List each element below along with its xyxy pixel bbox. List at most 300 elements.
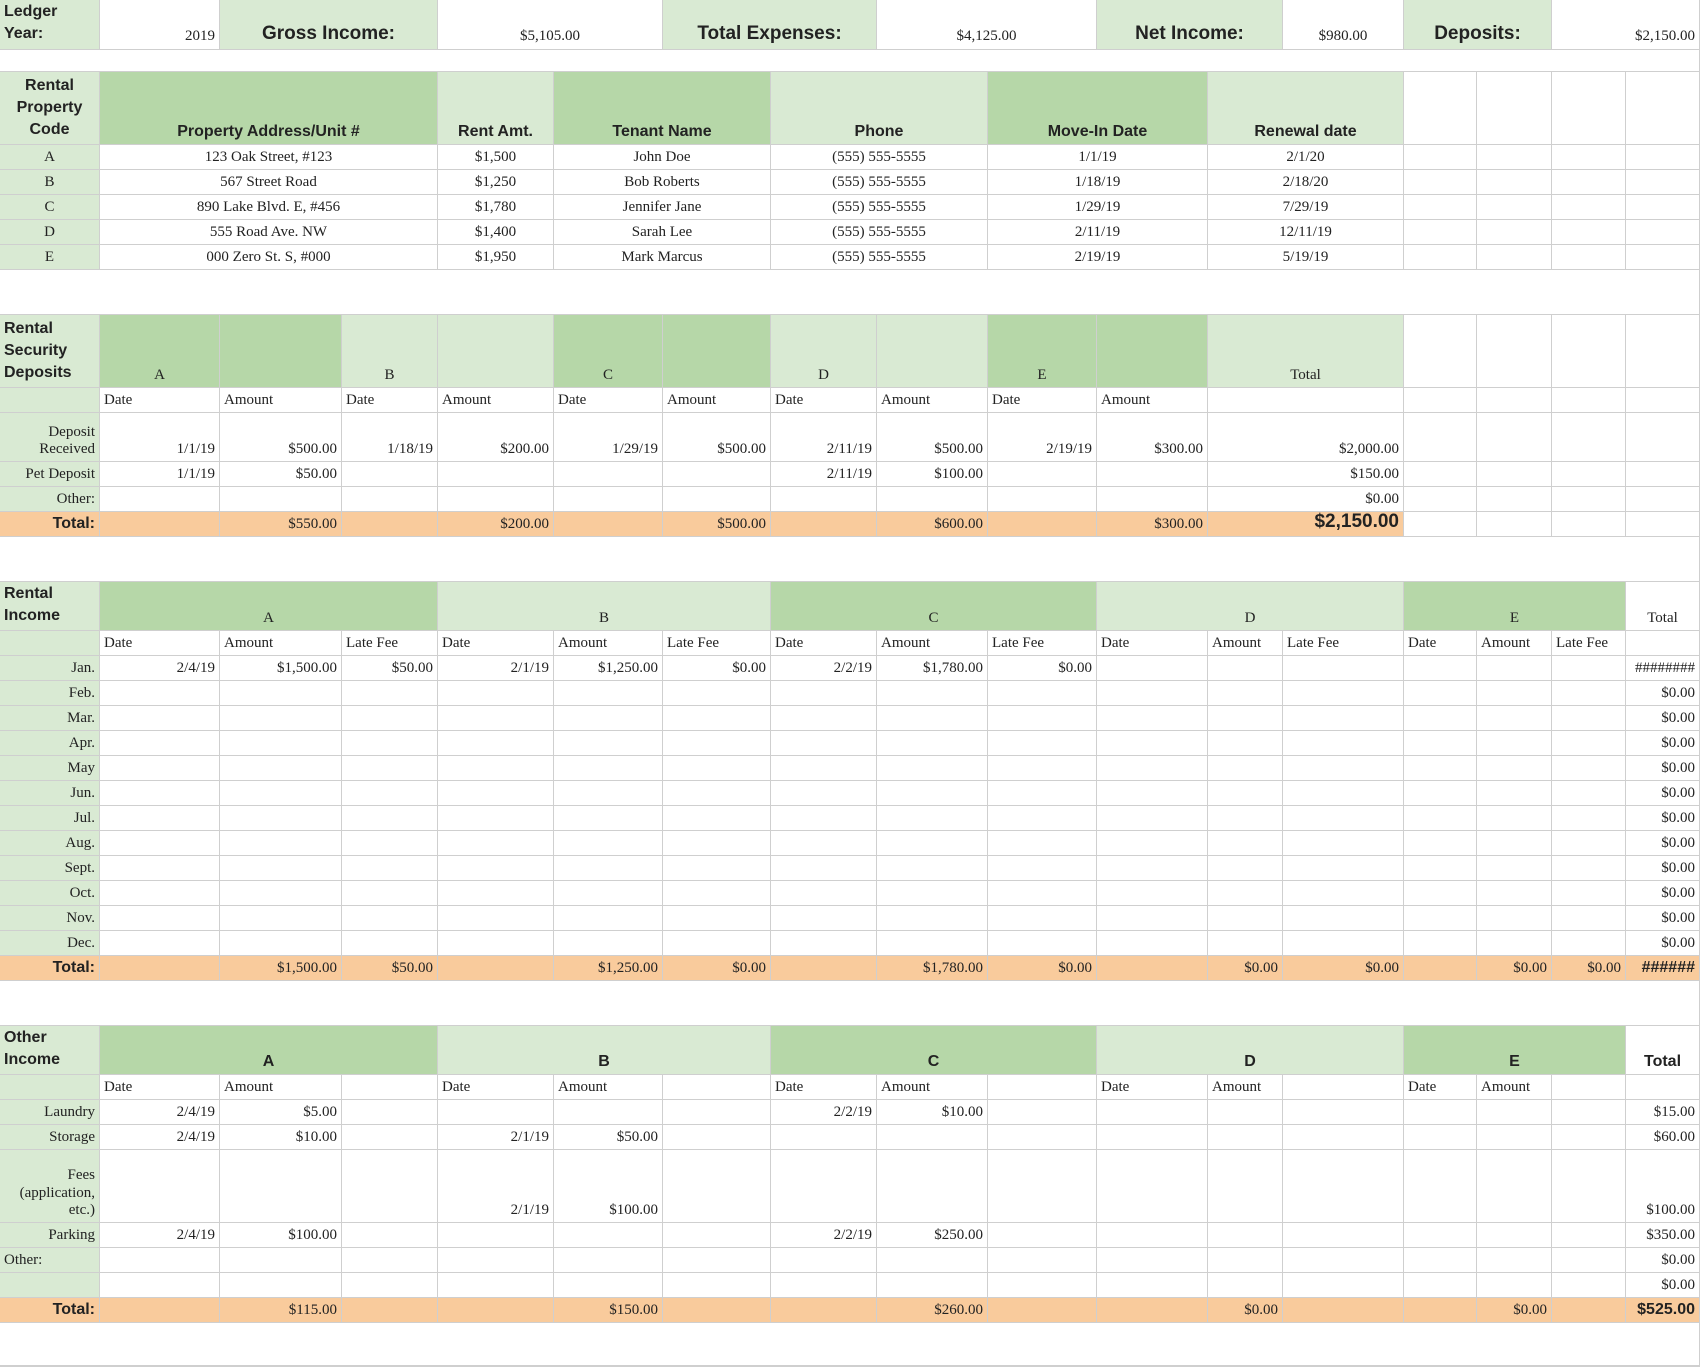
property-code[interactable]: A [0, 145, 100, 170]
income-value[interactable] [554, 831, 663, 856]
deposit-value[interactable]: 2/11/19 [771, 413, 877, 462]
other-value[interactable] [220, 1150, 342, 1223]
other-value[interactable] [1097, 1150, 1208, 1223]
income-value[interactable] [1477, 731, 1552, 756]
income-month-total[interactable]: $0.00 [1626, 756, 1700, 781]
income-value[interactable] [554, 756, 663, 781]
other-value[interactable] [1404, 1248, 1477, 1273]
deposit-value[interactable]: $500.00 [877, 413, 988, 462]
income-group-header[interactable]: C [771, 582, 1097, 631]
income-value[interactable]: $0.00 [663, 656, 771, 681]
property-header[interactable]: Rent Amt. [438, 72, 554, 145]
income-group-header[interactable]: A [100, 582, 438, 631]
income-value[interactable] [1208, 656, 1283, 681]
rental-income-title[interactable]: Rental Income [0, 582, 100, 631]
income-value[interactable] [771, 806, 877, 831]
income-value[interactable] [100, 831, 220, 856]
income-value[interactable] [220, 731, 342, 756]
property-code[interactable]: B [0, 170, 100, 195]
income-month-total[interactable]: $0.00 [1626, 906, 1700, 931]
income-value[interactable] [1097, 781, 1208, 806]
property-address[interactable]: 000 Zero St. S, #000 [100, 245, 438, 270]
other-group-header[interactable]: C [771, 1026, 1097, 1075]
income-value[interactable] [771, 856, 877, 881]
income-month-total[interactable]: ######## [1626, 656, 1700, 681]
deposit-value[interactable]: 2/11/19 [771, 462, 877, 487]
income-value[interactable] [1404, 831, 1477, 856]
other-value[interactable] [554, 1248, 663, 1273]
empty-cell[interactable] [1552, 487, 1626, 512]
income-month-label[interactable]: Jul. [0, 806, 100, 831]
income-value[interactable] [663, 806, 771, 831]
gross-income-label[interactable]: Gross Income: [220, 0, 438, 50]
rent-amount[interactable]: $1,780 [438, 195, 554, 220]
income-value[interactable] [1097, 856, 1208, 881]
other-row-total[interactable]: $60.00 [1626, 1125, 1700, 1150]
other-value[interactable] [1208, 1223, 1283, 1248]
other-value[interactable]: 2/4/19 [100, 1125, 220, 1150]
empty-cell[interactable] [1626, 195, 1700, 220]
income-value[interactable] [554, 731, 663, 756]
empty-cell[interactable] [1404, 195, 1477, 220]
deposit-group-header[interactable]: C [554, 315, 663, 388]
other-total-value[interactable] [1283, 1298, 1404, 1323]
other-total-value[interactable] [100, 1298, 220, 1323]
other-value[interactable] [1097, 1100, 1208, 1125]
income-value[interactable] [771, 731, 877, 756]
property-address[interactable]: 123 Oak Street, #123 [100, 145, 438, 170]
deposit-value[interactable]: $100.00 [877, 462, 988, 487]
rent-amount[interactable]: $1,500 [438, 145, 554, 170]
deposit-value[interactable]: $50.00 [220, 462, 342, 487]
income-value[interactable] [1208, 931, 1283, 956]
income-value[interactable] [663, 856, 771, 881]
income-subheader[interactable]: Date [438, 631, 554, 656]
income-value[interactable] [877, 831, 988, 856]
income-value[interactable] [1097, 931, 1208, 956]
other-subheader[interactable]: Date [100, 1075, 220, 1100]
deposit-total-value[interactable] [342, 512, 438, 537]
tenant-name[interactable]: Sarah Lee [554, 220, 771, 245]
empty-cell[interactable] [1626, 1075, 1700, 1100]
deposit-value[interactable]: 1/1/19 [100, 413, 220, 462]
other-group-header[interactable]: E [1404, 1026, 1626, 1075]
income-value[interactable] [342, 906, 438, 931]
other-total-value[interactable] [988, 1298, 1097, 1323]
deposit-value[interactable] [220, 487, 342, 512]
other-value[interactable] [1208, 1150, 1283, 1223]
tenant-phone[interactable]: (555) 555-5555 [771, 220, 988, 245]
other-value[interactable] [988, 1125, 1097, 1150]
empty-cell[interactable] [1552, 245, 1626, 270]
deposit-subheader[interactable]: Date [771, 388, 877, 413]
tenant-name[interactable]: John Doe [554, 145, 771, 170]
other-value[interactable] [771, 1248, 877, 1273]
income-total-value[interactable] [1404, 956, 1477, 981]
income-value[interactable] [1208, 881, 1283, 906]
other-value[interactable] [1552, 1150, 1626, 1223]
total-expenses-value[interactable]: $4,125.00 [877, 0, 1097, 50]
income-total-value[interactable]: $0.00 [663, 956, 771, 981]
net-income-value[interactable]: $980.00 [1283, 0, 1404, 50]
empty-cell[interactable] [1477, 413, 1552, 462]
empty-cell[interactable] [1626, 512, 1700, 537]
income-value[interactable] [1404, 656, 1477, 681]
other-group-header[interactable]: A [100, 1026, 438, 1075]
deposit-value[interactable]: $500.00 [663, 413, 771, 462]
other-value[interactable] [1208, 1248, 1283, 1273]
income-value[interactable] [100, 681, 220, 706]
other-value[interactable] [100, 1273, 220, 1298]
income-value[interactable] [877, 881, 988, 906]
other-value[interactable] [1404, 1125, 1477, 1150]
deposit-grand-total[interactable]: $2,150.00 [1208, 512, 1404, 537]
empty-cell[interactable] [1552, 315, 1626, 388]
other-value[interactable] [1552, 1125, 1626, 1150]
income-value[interactable] [1552, 806, 1626, 831]
deposit-value[interactable]: 1/1/19 [100, 462, 220, 487]
income-value[interactable] [771, 706, 877, 731]
other-value[interactable]: 2/1/19 [438, 1125, 554, 1150]
income-value[interactable] [220, 781, 342, 806]
income-value[interactable] [1477, 706, 1552, 731]
empty-cell[interactable] [1626, 170, 1700, 195]
income-value[interactable] [438, 906, 554, 931]
income-subheader[interactable]: Late Fee [342, 631, 438, 656]
tenant-phone[interactable]: (555) 555-5555 [771, 145, 988, 170]
income-subheader[interactable]: Late Fee [1552, 631, 1626, 656]
income-value[interactable] [988, 731, 1097, 756]
deposit-subheader[interactable]: Date [554, 388, 663, 413]
income-value[interactable] [988, 781, 1097, 806]
income-value[interactable] [771, 681, 877, 706]
deposit-value[interactable]: $300.00 [1097, 413, 1208, 462]
other-row-label[interactable]: Fees (application, etc.) [0, 1150, 100, 1223]
income-value[interactable] [342, 756, 438, 781]
income-value[interactable] [771, 881, 877, 906]
income-value[interactable] [1404, 881, 1477, 906]
empty-cell[interactable] [1477, 245, 1552, 270]
deposit-value[interactable] [877, 487, 988, 512]
other-value[interactable] [438, 1100, 554, 1125]
income-value[interactable] [1283, 806, 1404, 831]
income-total-value[interactable]: $0.00 [988, 956, 1097, 981]
income-value[interactable]: $0.00 [988, 656, 1097, 681]
other-row-total[interactable]: $350.00 [1626, 1223, 1700, 1248]
income-value[interactable] [988, 906, 1097, 931]
other-value[interactable] [342, 1223, 438, 1248]
empty-cell[interactable] [1626, 315, 1700, 388]
deposit-group-header-blank[interactable] [663, 315, 771, 388]
deposit-value[interactable] [988, 487, 1097, 512]
other-value[interactable] [342, 1150, 438, 1223]
other-value[interactable] [1404, 1150, 1477, 1223]
income-value[interactable] [220, 931, 342, 956]
deposit-total-value[interactable] [988, 512, 1097, 537]
deposit-total-value[interactable]: $550.00 [220, 512, 342, 537]
income-value[interactable] [1477, 856, 1552, 881]
empty-cell[interactable] [1626, 487, 1700, 512]
deposit-subheader[interactable]: Date [342, 388, 438, 413]
income-value[interactable] [100, 756, 220, 781]
income-subheader[interactable]: Late Fee [988, 631, 1097, 656]
other-row-label[interactable] [0, 1273, 100, 1298]
deposit-group-header-blank[interactable] [220, 315, 342, 388]
property-code[interactable]: D [0, 220, 100, 245]
income-value[interactable] [554, 931, 663, 956]
income-value[interactable] [342, 706, 438, 731]
income-value[interactable] [988, 706, 1097, 731]
other-value[interactable] [663, 1125, 771, 1150]
empty-cell[interactable] [1552, 413, 1626, 462]
other-value[interactable]: $50.00 [554, 1125, 663, 1150]
deposit-value[interactable]: 1/29/19 [554, 413, 663, 462]
deposit-group-header[interactable]: D [771, 315, 877, 388]
deposit-subheader[interactable]: Amount [220, 388, 342, 413]
empty-cell[interactable] [1404, 170, 1477, 195]
other-value[interactable] [1097, 1223, 1208, 1248]
other-value[interactable] [988, 1223, 1097, 1248]
other-value[interactable]: $100.00 [220, 1223, 342, 1248]
other-total-value[interactable] [1097, 1298, 1208, 1323]
empty-cell[interactable] [1626, 388, 1700, 413]
income-value[interactable] [1283, 856, 1404, 881]
empty-cell[interactable] [1626, 145, 1700, 170]
income-value[interactable] [1477, 881, 1552, 906]
deposit-subheader[interactable]: Date [100, 388, 220, 413]
income-value[interactable] [342, 931, 438, 956]
renewal-date[interactable]: 2/18/20 [1208, 170, 1404, 195]
income-value[interactable] [771, 756, 877, 781]
income-subheader[interactable]: Amount [1208, 631, 1283, 656]
gross-income-value[interactable]: $5,105.00 [438, 0, 663, 50]
ledger-year-label[interactable]: Ledger Year: [0, 0, 100, 50]
income-value[interactable] [663, 781, 771, 806]
empty-cell[interactable] [1626, 413, 1700, 462]
other-subheader[interactable]: Date [771, 1075, 877, 1100]
other-total-value[interactable] [663, 1298, 771, 1323]
income-value[interactable] [438, 781, 554, 806]
other-value[interactable] [342, 1248, 438, 1273]
income-value[interactable] [100, 931, 220, 956]
income-subheader[interactable]: Amount [1477, 631, 1552, 656]
income-month-label[interactable]: Jan. [0, 656, 100, 681]
income-value[interactable] [220, 906, 342, 931]
empty-cell[interactable] [1626, 462, 1700, 487]
deposits-value[interactable]: $2,150.00 [1552, 0, 1700, 50]
income-value[interactable] [342, 806, 438, 831]
income-value[interactable] [1404, 756, 1477, 781]
income-value[interactable] [1477, 806, 1552, 831]
other-value[interactable] [1552, 1223, 1626, 1248]
other-income-title[interactable]: Other Income [0, 1026, 100, 1075]
other-value[interactable] [220, 1273, 342, 1298]
other-row-total[interactable]: $100.00 [1626, 1150, 1700, 1223]
income-total-value[interactable]: $0.00 [1552, 956, 1626, 981]
income-value[interactable] [877, 806, 988, 831]
other-value[interactable]: $10.00 [220, 1125, 342, 1150]
deposit-group-header[interactable]: A [100, 315, 220, 388]
other-value[interactable]: $100.00 [554, 1150, 663, 1223]
other-total-value[interactable]: $115.00 [220, 1298, 342, 1323]
income-subheader[interactable]: Date [100, 631, 220, 656]
deposit-subheader[interactable]: Amount [877, 388, 988, 413]
income-value[interactable] [554, 681, 663, 706]
empty-cell[interactable] [1626, 220, 1700, 245]
empty-cell[interactable] [1477, 170, 1552, 195]
tenant-phone[interactable]: (555) 555-5555 [771, 195, 988, 220]
income-value[interactable] [1097, 881, 1208, 906]
income-value[interactable] [1097, 731, 1208, 756]
income-value[interactable] [1552, 831, 1626, 856]
income-value[interactable] [438, 756, 554, 781]
label-cell[interactable] [0, 388, 100, 413]
income-value[interactable] [1283, 831, 1404, 856]
other-value[interactable] [220, 1248, 342, 1273]
income-value[interactable] [1097, 806, 1208, 831]
rent-amount[interactable]: $1,250 [438, 170, 554, 195]
other-value[interactable] [663, 1248, 771, 1273]
deposit-subheader[interactable]: Date [988, 388, 1097, 413]
income-total-value[interactable]: $1,250.00 [554, 956, 663, 981]
deposit-group-header[interactable]: B [342, 315, 438, 388]
income-value[interactable] [1552, 656, 1626, 681]
income-value[interactable] [877, 931, 988, 956]
income-value[interactable] [1552, 931, 1626, 956]
income-month-total[interactable]: $0.00 [1626, 681, 1700, 706]
deposit-total-value[interactable] [771, 512, 877, 537]
income-value[interactable] [1404, 681, 1477, 706]
income-month-total[interactable]: $0.00 [1626, 731, 1700, 756]
empty-cell[interactable] [1626, 245, 1700, 270]
other-value[interactable] [877, 1150, 988, 1223]
income-value[interactable] [1477, 756, 1552, 781]
other-value[interactable]: 2/1/19 [438, 1150, 554, 1223]
income-value[interactable] [220, 831, 342, 856]
other-subheader[interactable] [663, 1075, 771, 1100]
income-value[interactable] [1552, 756, 1626, 781]
income-total-value[interactable]: $1,500.00 [220, 956, 342, 981]
income-value[interactable] [1552, 681, 1626, 706]
other-value[interactable] [1208, 1100, 1283, 1125]
property-address[interactable]: 555 Road Ave. NW [100, 220, 438, 245]
income-value[interactable] [220, 806, 342, 831]
income-value[interactable] [342, 731, 438, 756]
tenant-name[interactable]: Mark Marcus [554, 245, 771, 270]
income-month-total[interactable]: $0.00 [1626, 931, 1700, 956]
income-value[interactable] [342, 781, 438, 806]
other-value[interactable] [554, 1273, 663, 1298]
property-header[interactable]: Move-In Date [988, 72, 1208, 145]
deposit-value[interactable] [100, 487, 220, 512]
spacer-row[interactable] [0, 50, 1700, 72]
income-value[interactable] [663, 906, 771, 931]
deposit-value[interactable] [771, 487, 877, 512]
empty-cell[interactable] [1477, 512, 1552, 537]
empty-cell[interactable] [1552, 388, 1626, 413]
income-value[interactable] [438, 856, 554, 881]
empty-cell[interactable] [1477, 315, 1552, 388]
income-total-value[interactable] [100, 956, 220, 981]
other-subheader[interactable]: Amount [1208, 1075, 1283, 1100]
income-value[interactable] [1477, 831, 1552, 856]
income-month-label[interactable]: Aug. [0, 831, 100, 856]
empty-cell[interactable] [1404, 413, 1477, 462]
income-value[interactable] [1552, 856, 1626, 881]
empty-cell[interactable] [1477, 487, 1552, 512]
income-month-label[interactable]: Sept. [0, 856, 100, 881]
other-value[interactable] [1097, 1273, 1208, 1298]
income-value[interactable] [1283, 756, 1404, 781]
income-value[interactable] [663, 831, 771, 856]
total-expenses-label[interactable]: Total Expenses: [663, 0, 877, 50]
spacer-row[interactable] [0, 270, 1700, 315]
other-value[interactable] [1097, 1248, 1208, 1273]
income-month-label[interactable]: Jun. [0, 781, 100, 806]
income-total-value[interactable]: $0.00 [1283, 956, 1404, 981]
other-subheader[interactable]: Amount [554, 1075, 663, 1100]
income-value[interactable] [877, 906, 988, 931]
other-value[interactable] [1208, 1273, 1283, 1298]
property-header[interactable]: Property Address/Unit # [100, 72, 438, 145]
renewal-date[interactable]: 5/19/19 [1208, 245, 1404, 270]
income-value[interactable] [100, 706, 220, 731]
other-subheader[interactable]: Amount [877, 1075, 988, 1100]
other-value[interactable]: 2/2/19 [771, 1223, 877, 1248]
other-grand-total[interactable]: $525.00 [1626, 1298, 1700, 1323]
deposit-value[interactable] [342, 487, 438, 512]
income-value[interactable] [342, 881, 438, 906]
income-group-header[interactable]: D [1097, 582, 1404, 631]
tenant-phone[interactable]: (555) 555-5555 [771, 170, 988, 195]
other-value[interactable] [1404, 1223, 1477, 1248]
other-value[interactable] [1283, 1125, 1404, 1150]
other-subheader[interactable] [1552, 1075, 1626, 1100]
income-month-label[interactable]: Oct. [0, 881, 100, 906]
empty-cell[interactable] [1404, 512, 1477, 537]
income-value[interactable] [438, 881, 554, 906]
other-value[interactable] [771, 1125, 877, 1150]
empty-cell[interactable] [1477, 220, 1552, 245]
income-value[interactable] [1404, 731, 1477, 756]
deposit-total-label[interactable]: Total: [0, 512, 100, 537]
other-value[interactable] [877, 1248, 988, 1273]
income-month-total[interactable]: $0.00 [1626, 856, 1700, 881]
income-value[interactable] [438, 806, 554, 831]
income-value[interactable] [1477, 931, 1552, 956]
income-value[interactable] [771, 781, 877, 806]
income-value[interactable] [220, 706, 342, 731]
income-value[interactable] [438, 731, 554, 756]
deposit-subheader[interactable]: Amount [663, 388, 771, 413]
empty-cell[interactable] [1552, 462, 1626, 487]
property-code-title[interactable]: Rental Property Code [0, 72, 100, 145]
income-value[interactable] [663, 731, 771, 756]
empty-cell[interactable] [1477, 462, 1552, 487]
other-value[interactable] [438, 1223, 554, 1248]
deposit-row-label[interactable]: Other: [0, 487, 100, 512]
move-in-date[interactable]: 1/29/19 [988, 195, 1208, 220]
other-value[interactable] [1477, 1100, 1552, 1125]
income-value[interactable] [438, 706, 554, 731]
income-value[interactable] [1477, 906, 1552, 931]
other-value[interactable] [1283, 1273, 1404, 1298]
income-value[interactable] [1208, 731, 1283, 756]
income-value[interactable] [100, 856, 220, 881]
income-value[interactable]: 2/1/19 [438, 656, 554, 681]
spacer-row[interactable] [0, 537, 1700, 582]
other-value[interactable] [1477, 1273, 1552, 1298]
